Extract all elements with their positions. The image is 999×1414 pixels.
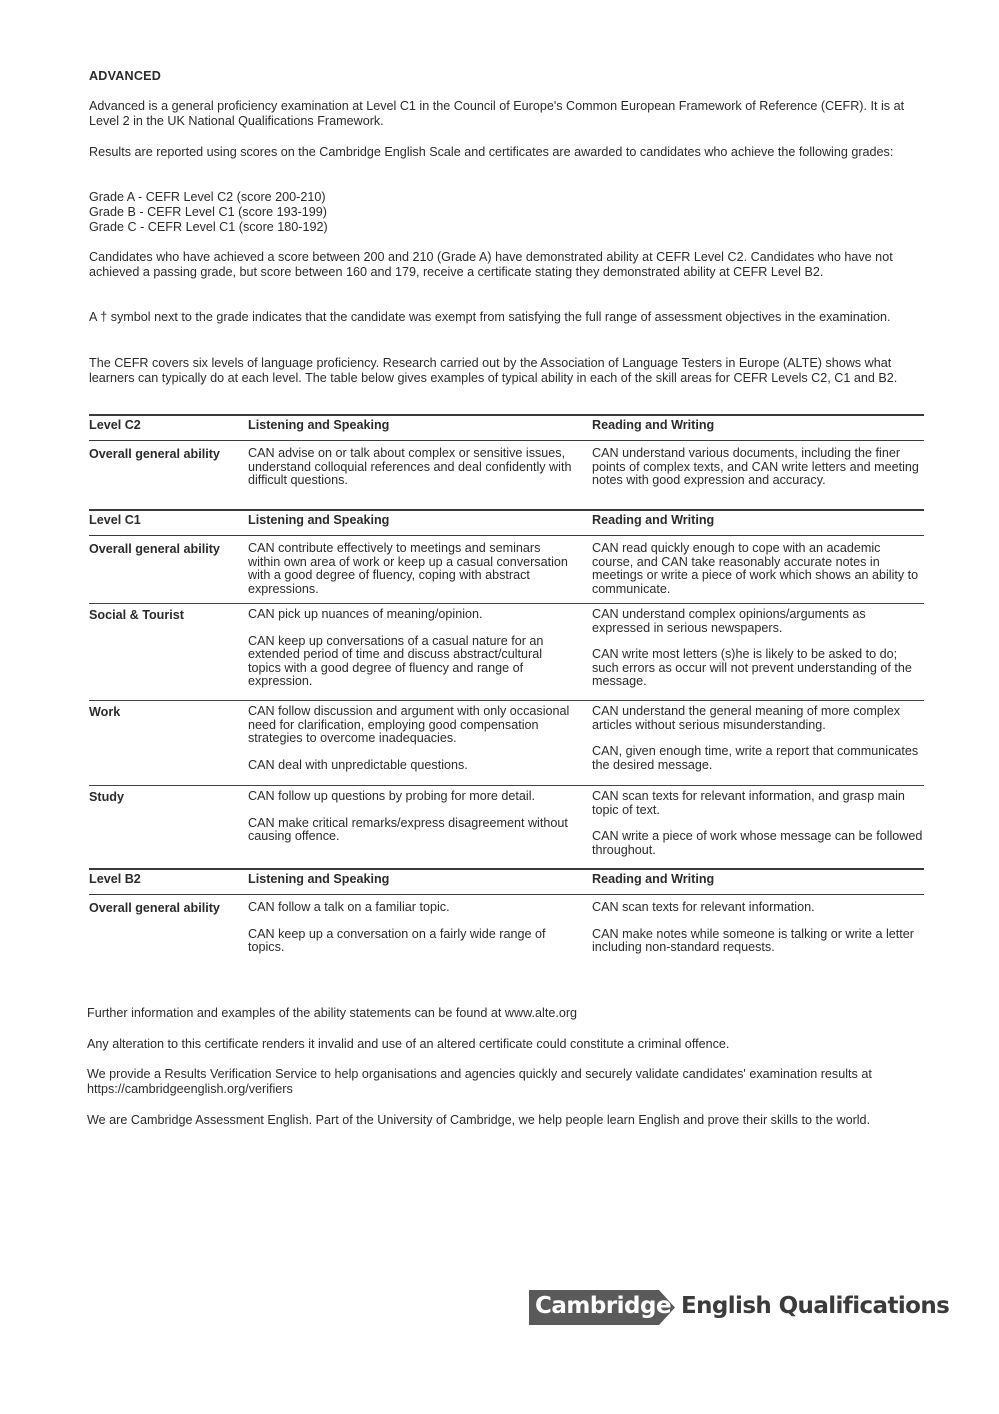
row-label: Overall general ability: [89, 901, 220, 915]
row-label: Overall general ability: [89, 542, 220, 556]
level-b2-table: [89, 868, 924, 965]
ls-cell: CAN pick up nuances of meaning/opinion. CAN keep up conversations of a casual nature for an extended period of time and discuss abstract/cultural topics with a good degree of fluency and range of expression.: [248, 607, 544, 689]
rw-cell: CAN understand complex opinions/arguments as expressed in serious newspapers. CAN write most letters (s)he is likely to be asked to do; such errors as occur will not prevent understanding of the message.: [592, 607, 912, 689]
row-label: Study: [89, 790, 124, 804]
level-c2-label: Level C2: [89, 418, 141, 432]
row-label: Overall general ability: [89, 447, 220, 461]
candidates-paragraph: Candidates who have achieved a score between 200 and 210 (Grade A) have demonstrated ability at CEFR Level C2. Candidates who have not achieved a passing grade, but score between 160 and 179, receive a certificate stating they demonstrated ability at CEFR Level B2.: [89, 250, 893, 280]
results-paragraph: Results are reported using scores on the Cambridge English Scale and certificates are awarded to candidates who achieve the following grades:: [89, 145, 894, 159]
grades-list: [89, 190, 328, 236]
rw-cell: CAN scan texts for relevant information, and grasp main topic of text. CAN write a piece of work whose message can be followed throughout.: [592, 789, 923, 857]
level-b2-label: Level B2: [89, 872, 141, 886]
table-row: [89, 441, 924, 503]
logo-qualifications-text: English Qualifications: [681, 1293, 950, 1319]
ls-cell: CAN contribute effectively to meetings and seminars within own area of work or keep up a casual conversation with a good degree of fluency, coping with abstract expressions.: [248, 541, 568, 596]
table-row: [89, 700, 924, 785]
ls-cell: CAN follow up questions by probing for more detail. CAN make critical remarks/express disagreement without causing offence.: [248, 789, 568, 844]
symbol-paragraph: A † symbol next to the grade indicates that the candidate was exempt from satisfying the full range of assessment objectives in the examination.: [89, 310, 891, 324]
table-row: [89, 895, 924, 965]
reading-writing-header: Reading and Writing: [592, 513, 715, 527]
further-info: Further information and examples of the ability statements can be found at www.alte.org: [87, 1006, 578, 1020]
rw-cell: CAN scan texts for relevant information. CAN make notes while someone is talking or write a letter including non-standard requests.: [592, 900, 914, 955]
reading-writing-header: Reading and Writing: [592, 418, 715, 432]
table-row: [89, 603, 924, 700]
grade-b: Grade B - CEFR Level C1 (score 193-199): [89, 205, 327, 220]
verification-notice: We provide a Results Verification Service to help organisations and agencies quickly and securely validate candidates' examination results at https://cambridgeenglish.org/verifiers: [87, 1067, 872, 1097]
level-c1-label: Level C1: [89, 513, 141, 527]
level-b2-header: [89, 868, 924, 895]
row-label: Social & Tourist: [89, 608, 184, 622]
ls-cell: CAN follow discussion and argument with only occasional need for clarification, employing good compensation strategies to overcome inadequacies. CAN deal with unpredictable questions.: [248, 704, 570, 772]
listening-speaking-header: Listening and Speaking: [248, 872, 390, 886]
row-label: Work: [89, 705, 121, 719]
grade-a: Grade A - CEFR Level C2 (score 200-210): [89, 190, 326, 204]
reading-writing-header: Reading and Writing: [592, 872, 715, 886]
rw-cell: CAN understand various documents, including the finer points of complex texts, and CAN write letters and meeting notes with good expression and accuracy.: [592, 446, 919, 488]
level-c1-header: [89, 509, 924, 536]
intro-paragraph: Advanced is a general proficiency examination at Level C1 in the Council of Europe's Common European Framework of Reference (CEFR). It is at Level 2 in the UK National Qualifications Framework.: [89, 99, 905, 129]
rw-cell: CAN understand the general meaning of more complex articles without serious misunderstanding. CAN, given enough time, write a report that communicates the desired message.: [592, 704, 919, 772]
table-row: [89, 785, 924, 866]
listening-speaking-header: Listening and Speaking: [248, 513, 390, 527]
level-c2-table: [89, 414, 924, 503]
ls-cell: CAN advise on or talk about complex or sensitive issues, understand colloquial references and deal confidently with difficult questions.: [248, 446, 572, 488]
cambridge-logo-box: [529, 1290, 677, 1325]
page-title: ADVANCED: [89, 69, 162, 83]
logo-cambridge-text: Cambridge: [535, 1293, 672, 1319]
about-cambridge: We are Cambridge Assessment English. Part of the University of Cambridge, we help people learn English and prove their skills to the world.: [87, 1113, 871, 1127]
rw-cell: CAN read quickly enough to cope with an academic course, and CAN take reasonably accurate notes in meetings or write a piece of work which shows an ability to communicate.: [592, 541, 919, 596]
alteration-notice: Any alteration to this certificate renders it invalid and use of an altered certificate could constitute a criminal offence.: [87, 1037, 730, 1051]
level-c2-header: [89, 414, 924, 441]
cefr-paragraph: The CEFR covers six levels of language proficiency. Research carried out by the Association of Language Testers in Europe (ALTE) shows what learners can typically do at each level. The table below gives examples of typical ability in each of the skill areas for CEFR Levels C2, C1 and B2.: [89, 356, 898, 386]
table-row: [89, 536, 924, 603]
ls-cell: CAN follow a talk on a familiar topic. CAN keep up a conversation on a fairly wide range of topics.: [248, 900, 546, 955]
listening-speaking-header: Listening and Speaking: [248, 418, 390, 432]
level-c1-table: [89, 509, 924, 866]
grade-c: Grade C - CEFR Level C1 (score 180-192): [89, 220, 328, 235]
